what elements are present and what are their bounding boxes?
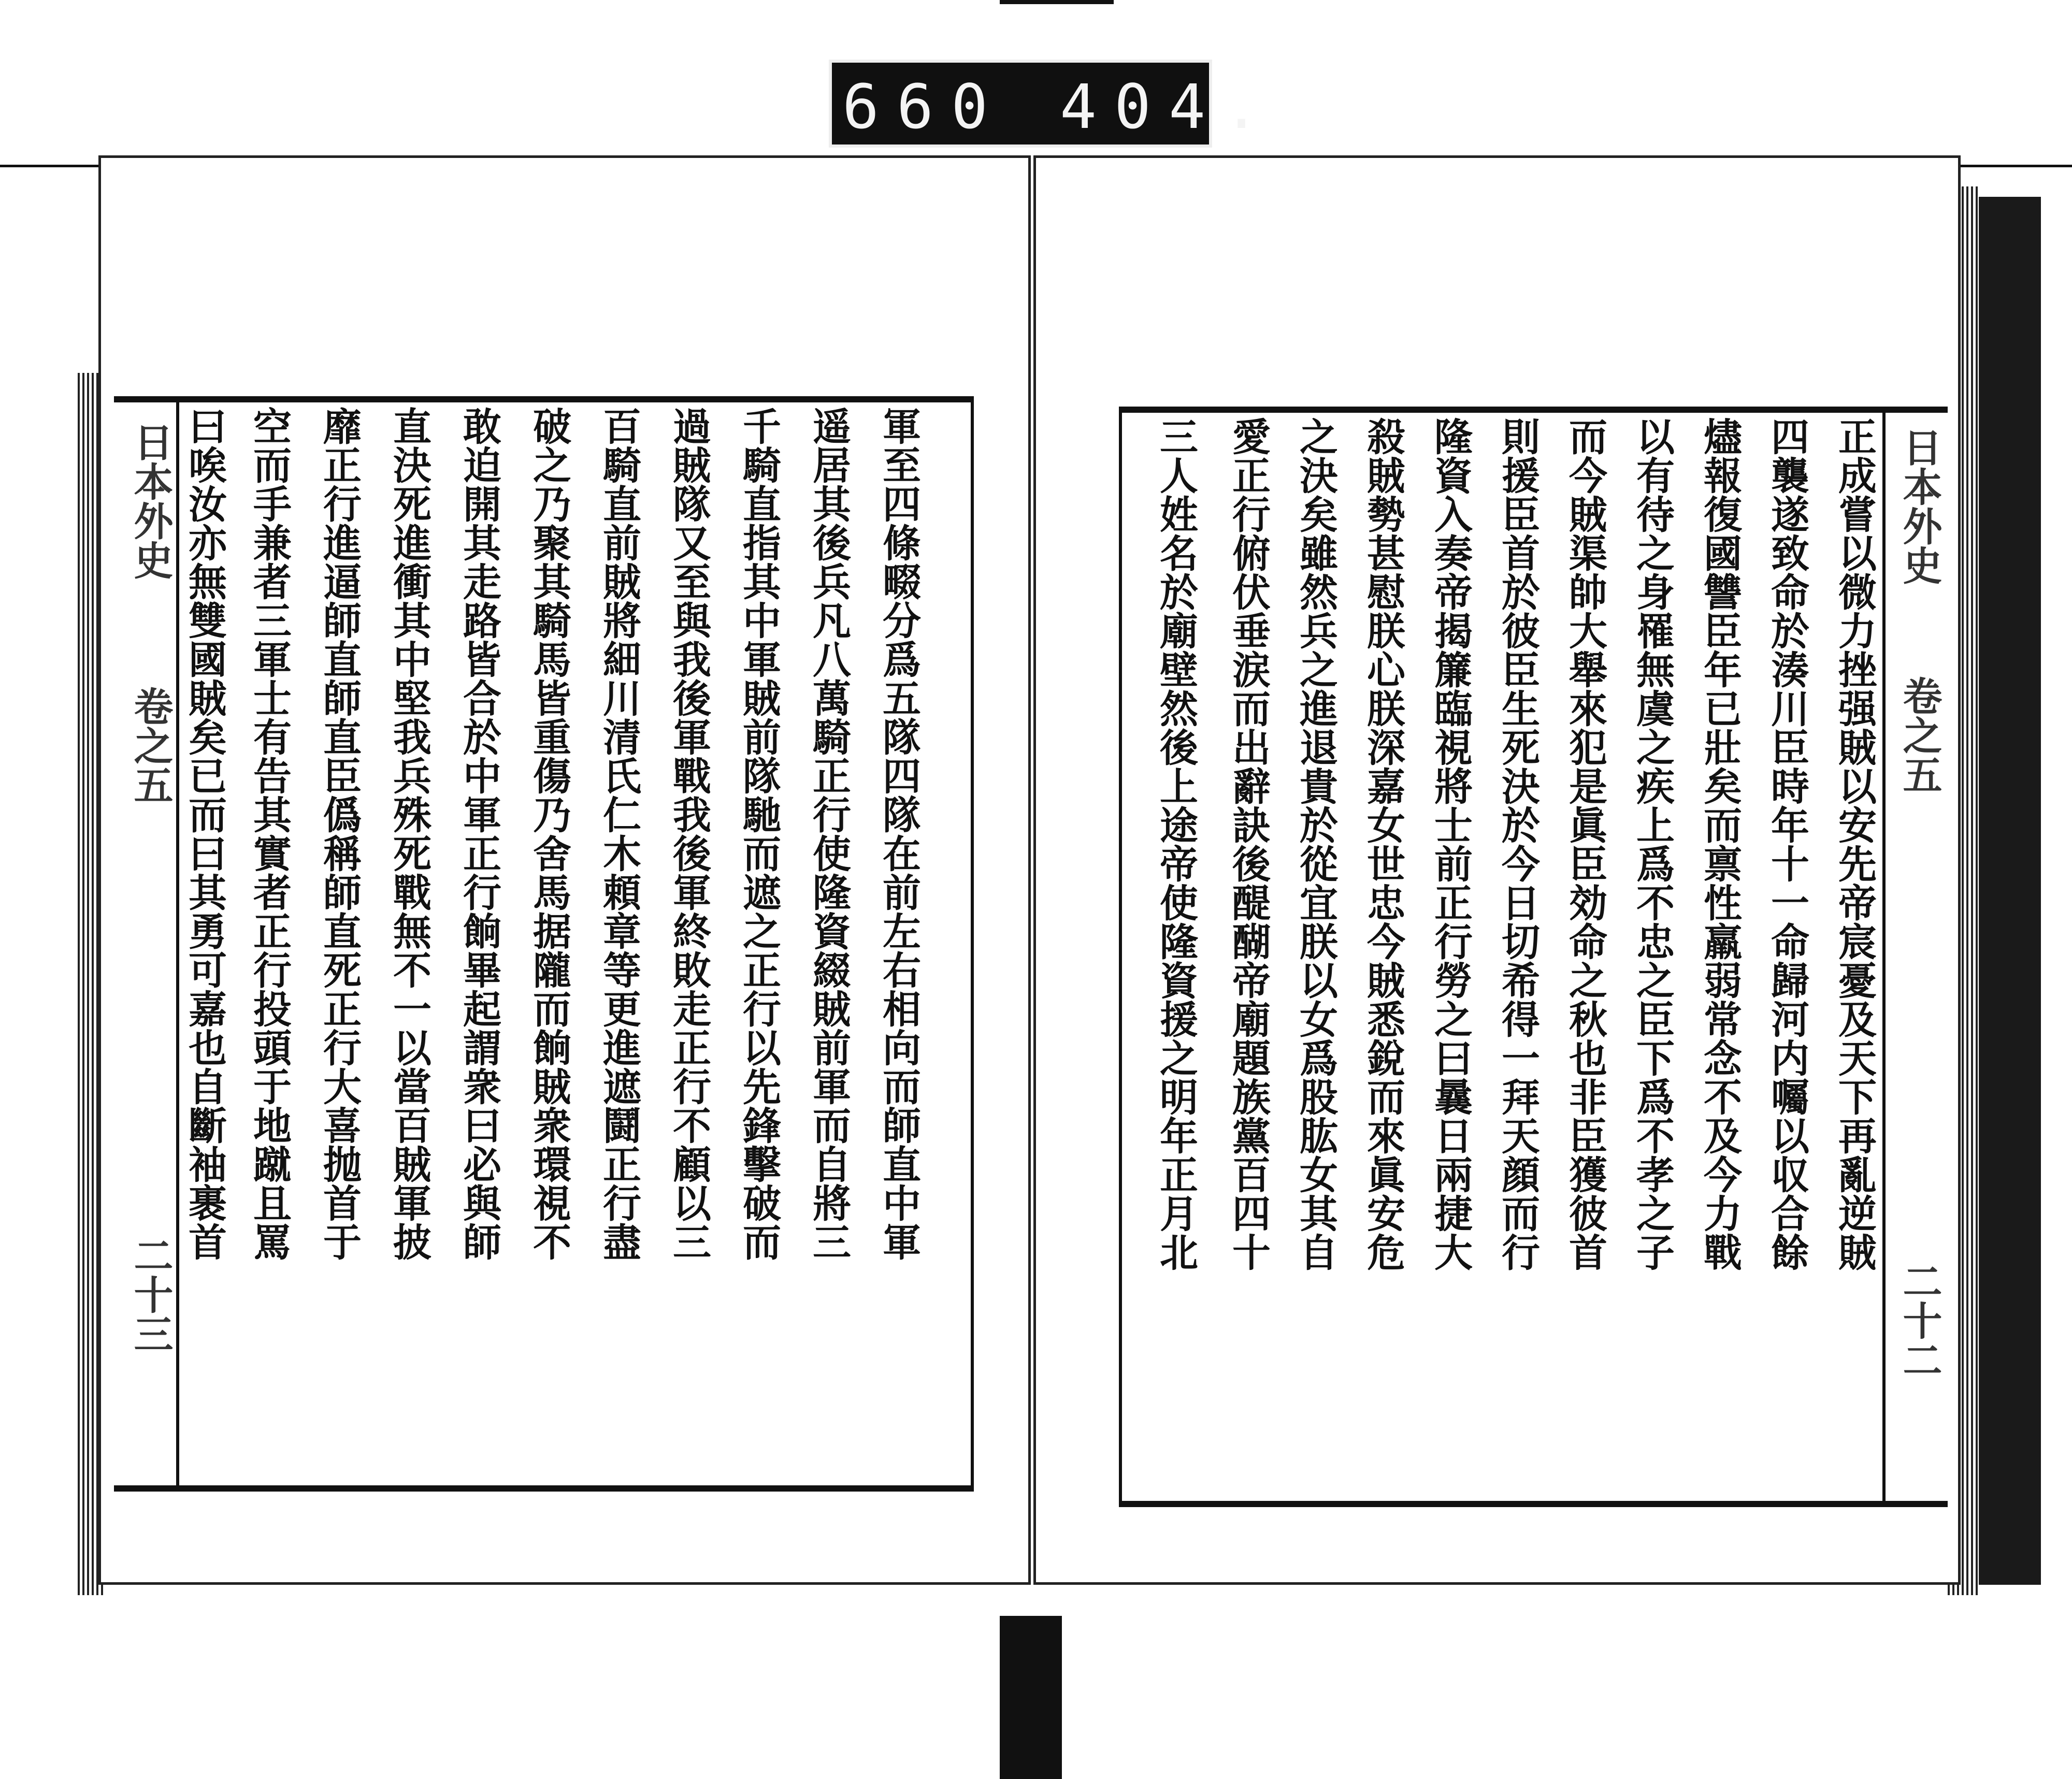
left-column-1: 軍至四條畷分爲五隊四隊在前左右相向而師直中軍 bbox=[876, 407, 921, 1261]
binding-gutter-shadow bbox=[1000, 1616, 1062, 1779]
left-column-10: 空而手兼者三軍士有告其實者正行投頭于地蹴且罵 bbox=[247, 407, 292, 1261]
left-margin-volume: 卷之五 bbox=[127, 686, 174, 804]
left-margin-title: 日本外史 bbox=[127, 422, 174, 580]
right-column-9: 之決矣雖然兵之進退貴於從宜朕以女爲股肱女其自 bbox=[1293, 417, 1338, 1271]
left-margin-page: 二十三 bbox=[127, 1235, 174, 1353]
left-frame-bottom-rule bbox=[114, 1485, 974, 1492]
right-margin-volume: 卷之五 bbox=[1896, 676, 1942, 794]
right-column-6: 則援臣首於彼臣生死決於今日切希得一拜天顔而行 bbox=[1495, 417, 1540, 1271]
right-column-3: 燼報復國讐臣年已壯矣而禀性羸弱常念不及今力戰 bbox=[1697, 417, 1742, 1271]
right-page bbox=[1033, 155, 1961, 1585]
left-frame-top-rule bbox=[114, 396, 974, 402]
left-column-11: 曰唉汝亦無雙國賊矣已而曰其勇可嘉也自斷袖裹首 bbox=[182, 407, 227, 1261]
right-column-10: 愛正行俯伏垂涙而出辭訣後醍醐帝廟題族黨百四十 bbox=[1226, 417, 1271, 1271]
right-column-5: 而今賊渠帥大舉來犯是眞臣効命之秋也非臣獲彼首 bbox=[1563, 417, 1607, 1271]
left-column-6: 破之乃聚其騎馬皆重傷乃舍馬据隴而餉賊衆環視不 bbox=[527, 407, 571, 1261]
right-column-11: 三人姓名於廟壁然後上途帝使隆資援之明年正月北 bbox=[1154, 417, 1198, 1271]
left-text-frame bbox=[114, 396, 974, 1492]
right-column-1: 正成嘗以微力挫强賊以安先帝宸憂及天下再亂逆賊 bbox=[1832, 417, 1877, 1271]
right-column-8: 殺賊勢甚慰朕心朕深嘉女世忠今賊悉銳而來眞安危 bbox=[1361, 417, 1405, 1271]
left-column-9: 靡正行進逼師直師直臣僞稱師直死正行大喜抛首于 bbox=[317, 407, 362, 1261]
right-margin-page: 二十二 bbox=[1896, 1261, 1942, 1379]
scan-top-bar bbox=[1000, 0, 1114, 4]
left-frame-margin-rule bbox=[176, 396, 179, 1492]
archive-label-right-number: 404. bbox=[1060, 71, 1278, 142]
left-page bbox=[98, 155, 1031, 1585]
right-column-7: 隆資入奏帝揭簾臨視將士前正行勞之曰曩日兩捷大 bbox=[1428, 417, 1473, 1271]
right-edge-shadow bbox=[1979, 197, 2041, 1585]
left-column-4: 過賊隊又至與我後軍戰我後軍終敗走正行不顧以三 bbox=[667, 407, 711, 1261]
archive-label-left-number: 660 bbox=[842, 71, 1006, 142]
left-column-7: 敢迫開其走路皆合於中軍正行餉畢起謂衆曰必與師 bbox=[457, 407, 501, 1261]
left-column-3: 千騎直指其中軍賊前隊馳而遮之正行以先鋒擊破而 bbox=[737, 407, 781, 1261]
right-column-4: 以有待之身罹無虞之疾上爲不忠之臣下爲不孝之子 bbox=[1630, 417, 1675, 1271]
right-frame-bottom-rule bbox=[1119, 1501, 1948, 1507]
left-frame-outer-rule bbox=[971, 396, 974, 1492]
right-column-2: 四襲遂致命於湊川臣時年十一命歸河内囑以収合餘 bbox=[1765, 417, 1809, 1271]
left-column-5: 百騎直前賊將細川清氏仁木頼章等更進遮鬪正行盡 bbox=[597, 407, 641, 1261]
right-text-frame bbox=[1119, 407, 1948, 1507]
left-column-2: 遥居其後兵凡八萬騎正行使隆資綴賊前軍而自將三 bbox=[807, 407, 851, 1261]
right-frame-top-rule bbox=[1119, 407, 1948, 413]
right-frame-margin-rule bbox=[1882, 407, 1886, 1507]
right-margin-title: 日本外史 bbox=[1896, 427, 1942, 585]
right-frame-outer-rule bbox=[1119, 407, 1122, 1507]
archive-label bbox=[829, 60, 1278, 148]
left-column-8: 直決死進衝其中堅我兵殊死戰無不一以當百賊軍披 bbox=[387, 407, 431, 1261]
